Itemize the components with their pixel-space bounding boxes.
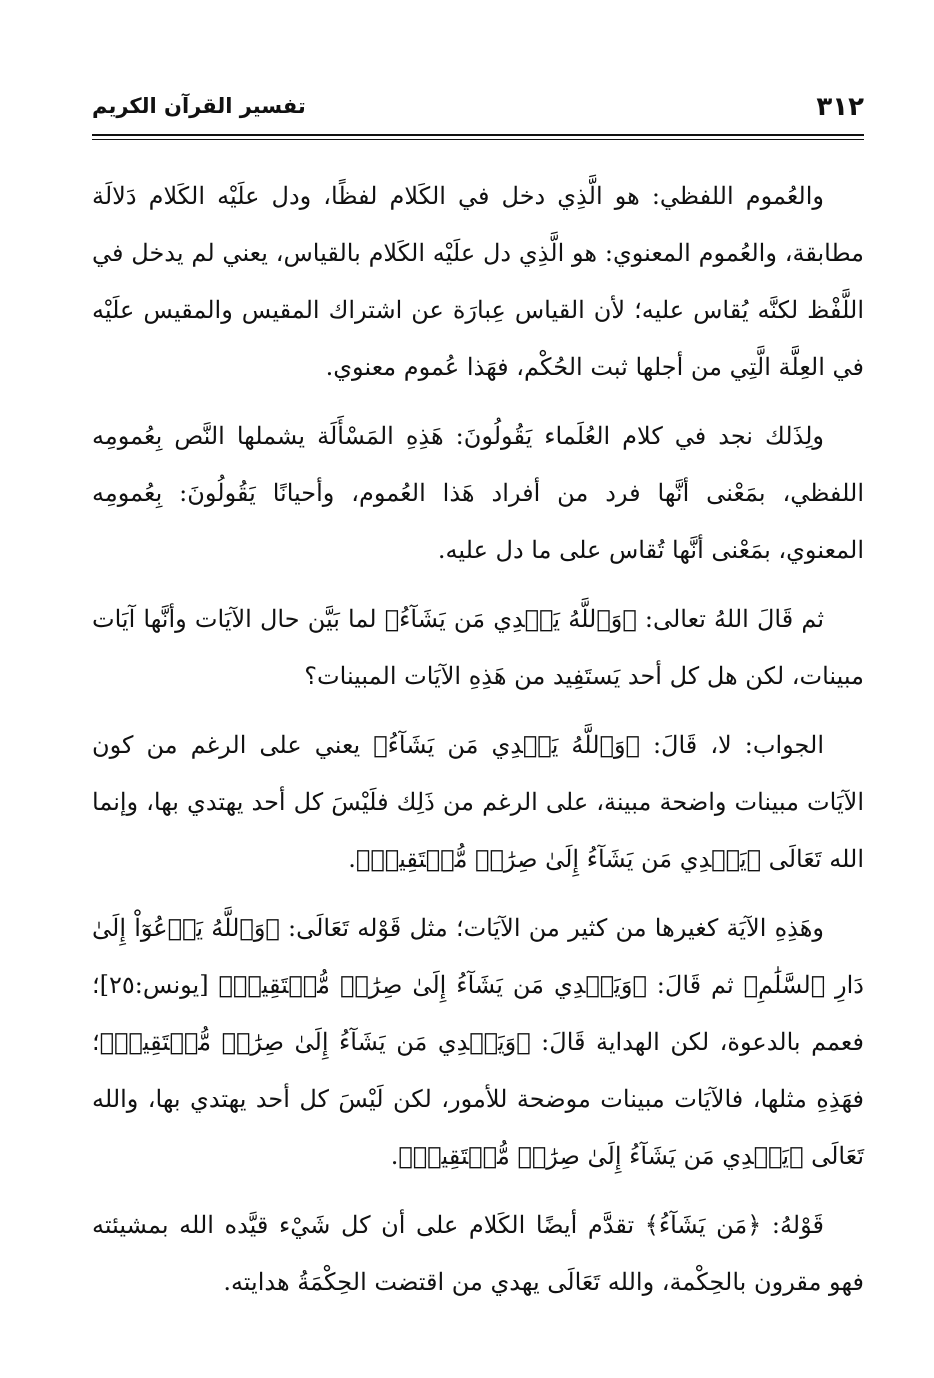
header-rule (92, 134, 864, 136)
page-number: ٣١٢ (816, 92, 864, 122)
paragraph-similar-verses: وهَذِهِ الآيَة كغيرها من كثير من الآيَات؛ مثل قَوْله تَعَالَى: ﴿وَٱللَّهُ يَدۡعُوٓاْ إِلَىٰ دَارِ ٱلسَّلَٰمِ﴾ ثم قَالَ: ﴿وَيَهۡدِي مَن يَشَآءُ إِلَىٰ صِرَٰطٖ مُّسۡتَقِيمٖ﴾ [يونس:٢٥]؛ فعمم بالدعوة، لكن الهداية قَالَ: ﴿وَيَهۡدِي مَن يَشَآءُ إِلَىٰ صِرَٰطٖ مُّسۡتَقِيمٖ﴾؛ فهَذِهِ مثلها، فالآيَات مبينات موضحة للأمور، لكن لَيْسَ كل أحد يهتدي بها، والله تَعَالَى ﴿يَهۡدِي مَن يَشَآءُ إِلَىٰ صِرَٰطٖ مُّسۡتَقِيمٖ﴾. (92, 914, 864, 1170)
paragraph-general-meaning: والعُموم اللفظي: هو الَّذِي دخل في الكَلام لفظًا، ودل علَيْه الكَلام دَلالَة مطابقة، والعُموم المعنوي: هو الَّذِي دل علَيْه الكَلام بالقياس، يعني لم يدخل في اللَّفْظ لكنَّه يُقاس عليه؛ لأن القياس عِبارَة عن اشتراك المقيس والمقيس علَيْه في العِلَّة الَّتِي من أجلها ثبت الحُكْم، فهَذا عُموم معنوي. (92, 182, 864, 381)
header-rule-thin (92, 139, 864, 140)
running-title: تفسير القرآن الكريم (92, 94, 306, 118)
paragraph-verse-question: ثم قَالَ اللهُ تعالى: ﴿وَٱللَّهُ يَهۡدِي مَن يَشَآءُ﴾ لما بَيَّن حال الآيَات وأنَّها آيَات مبينات، لكن هل كل أحد يَستَفِيد من هَذِهِ الآيَات المبينات؟ (92, 605, 864, 690)
paragraph-his-saying: قَوْلهُ: ﴿مَن يَشَآءُ﴾ تقدَّم أيضًا الكَلام على أن كل شَيْء قيَّده الله بمشيئته فهو مقرون بالحِكْمة، والله تَعَالَى يهدي من اقتضت الحِكْمَةُ هدايته. (92, 1211, 864, 1296)
paragraph-answer: الجواب: لا، قَالَ: ﴿وَٱللَّهُ يَهۡدِي مَن يَشَآءُ﴾ يعني على الرغم من كون الآيَات مبينات واضحة مبينة، على الرغم من ذَلِك فلَيْسَ كل أحد يهتدي بها، وإنما الله تَعَالَى ﴿يَهۡدِي مَن يَشَآءُ إِلَىٰ صِرَٰطٖ مُّسۡتَقِيمٖ﴾. (92, 731, 864, 873)
page-header (92, 86, 864, 130)
page-body (92, 168, 864, 1323)
paragraph-scholars-usage: ولِذَلك نجد في كلام العُلَماء يَقُولُونَ: هَذِهِ المَسْأَلَة يشملها النَّص بِعُمومِه اللفظي، بمَعْنى أنَّها فرد من أفراد هَذا العُموم، وأحيانًا يَقُولُونَ: بِعُمومِه المعنوي، بمَعْنى أنَّها تُقاس على ما دل عليه. (92, 422, 864, 564)
